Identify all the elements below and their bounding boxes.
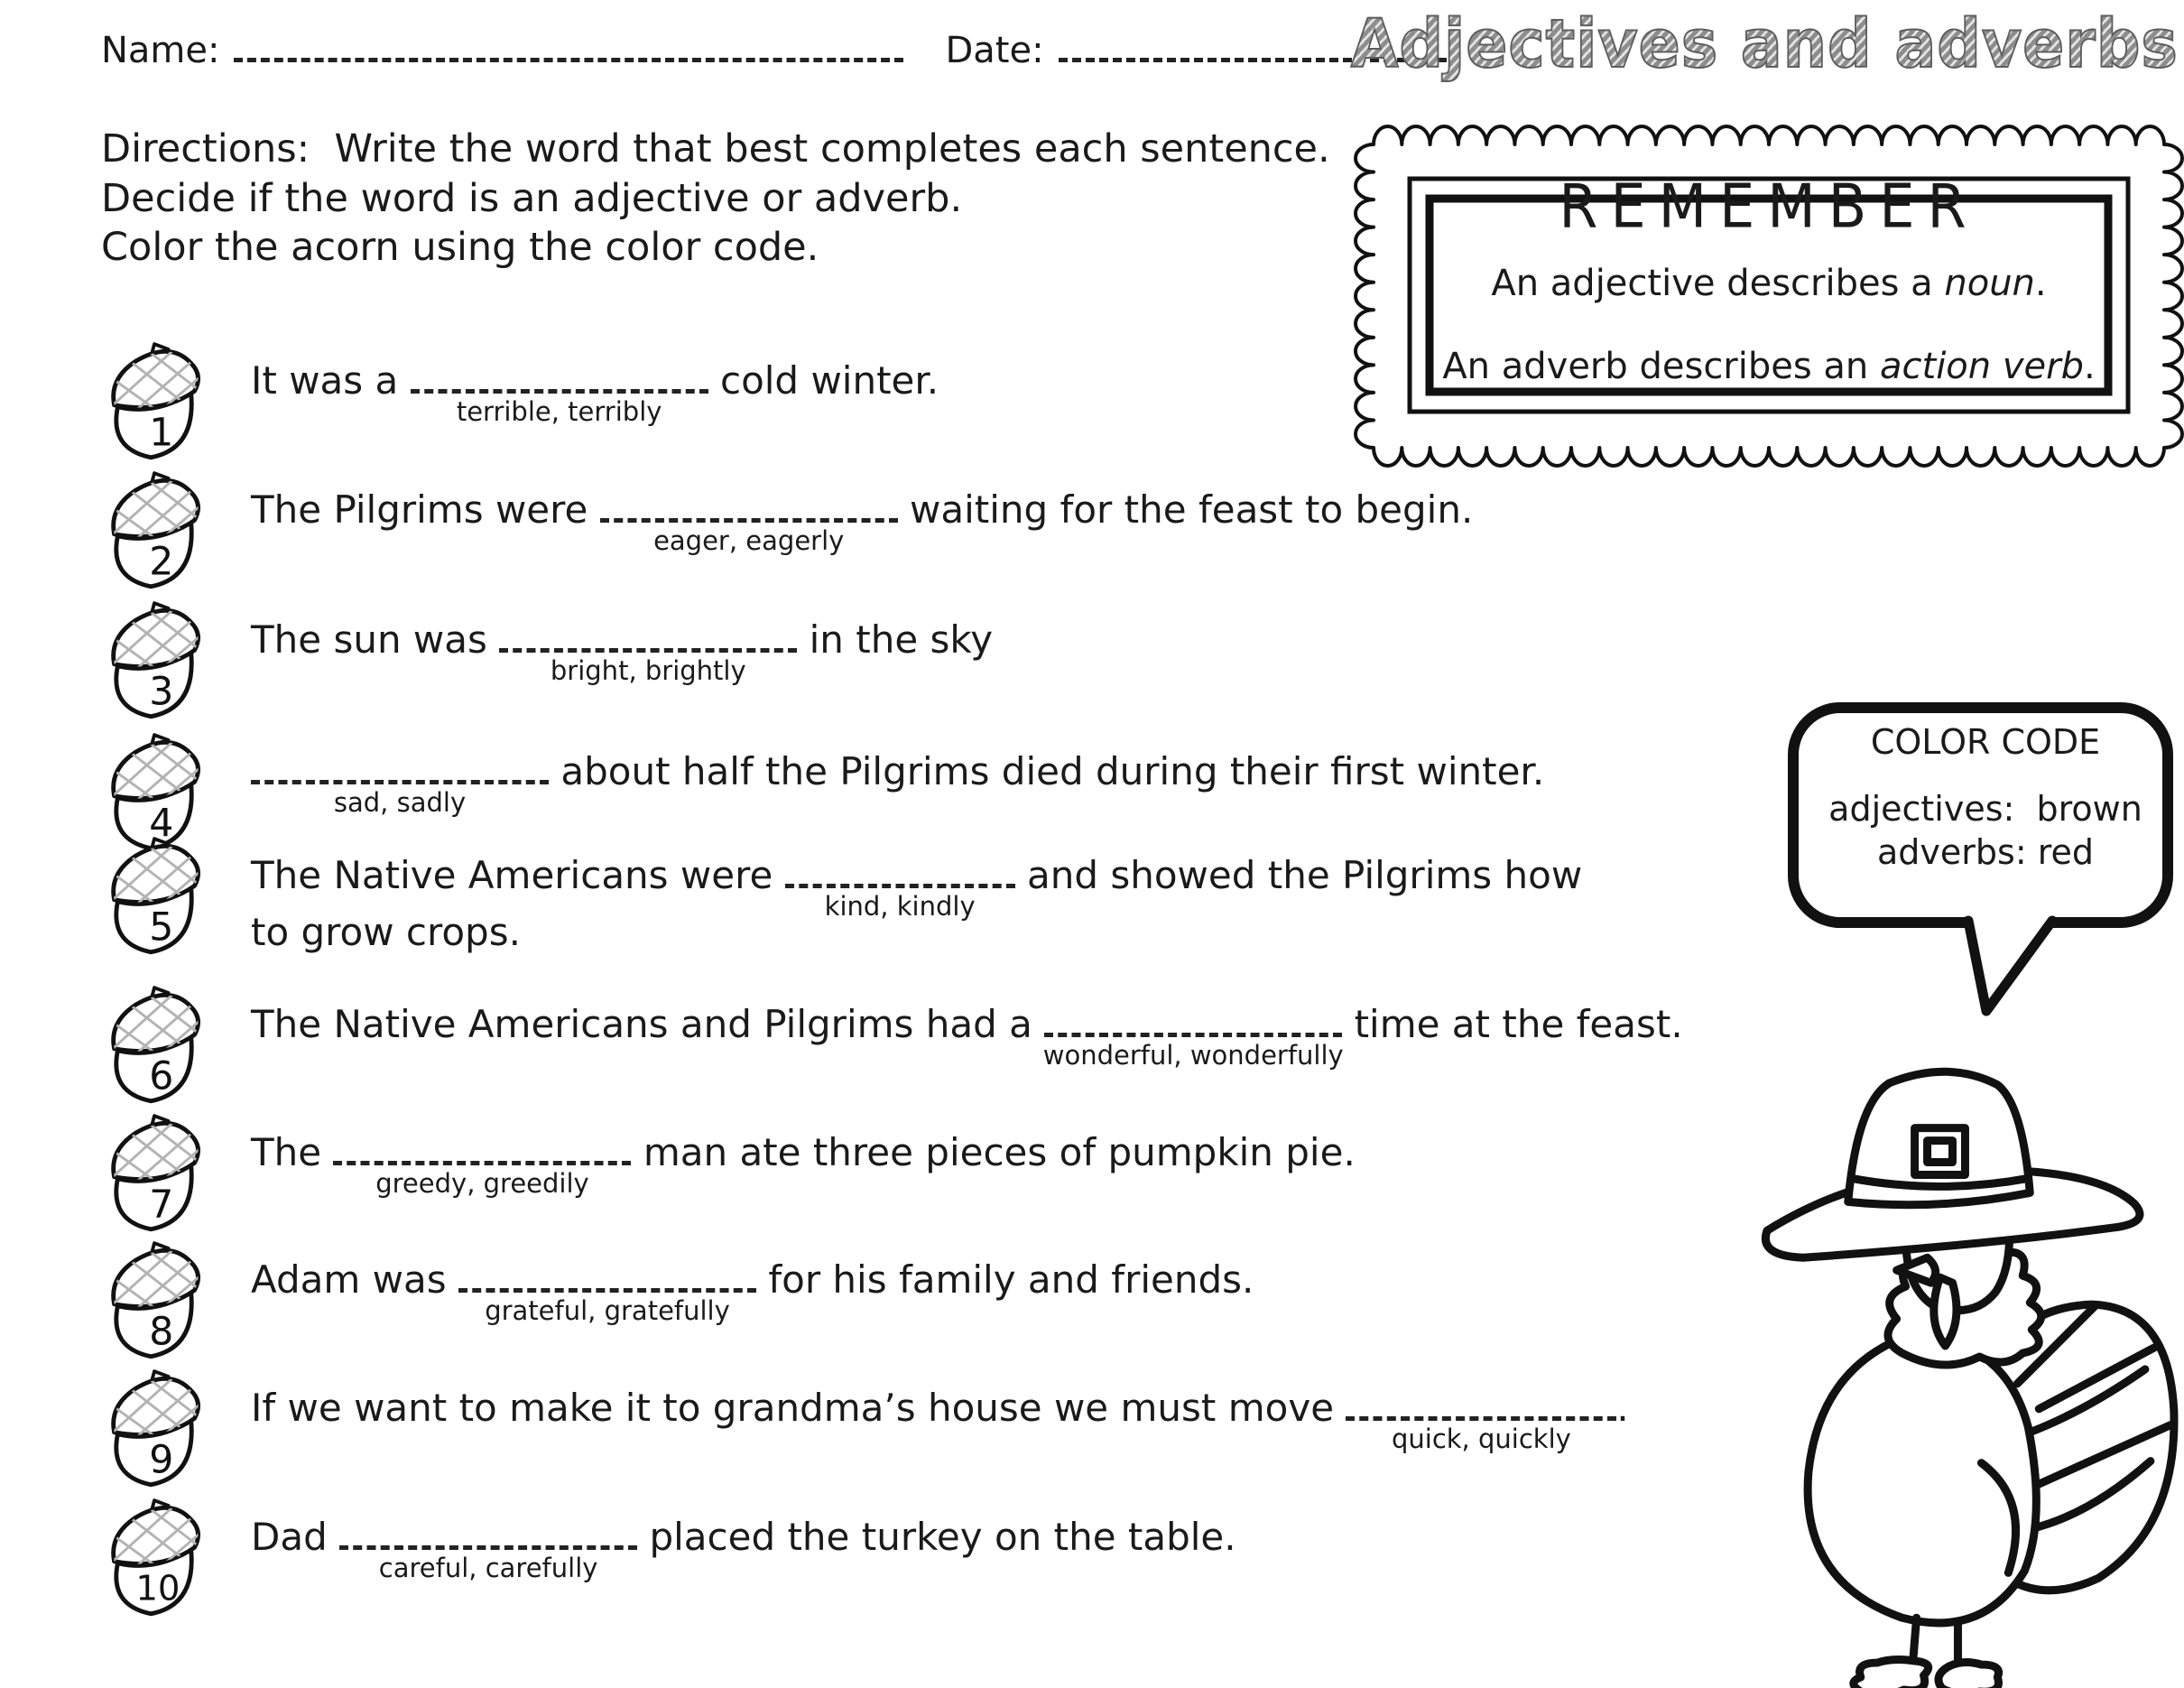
directions: [101, 125, 1330, 273]
answer-blank[interactable]: [251, 753, 549, 818]
color-code-title: COLOR CODE: [1870, 722, 2101, 762]
word-bank: eager, eagerly: [653, 525, 845, 556]
sentence-post: waiting for the feast to begin.: [897, 487, 1474, 532]
sentence: [251, 749, 1545, 818]
word-bank: kind, kindly: [824, 891, 976, 922]
sentence-post: .: [1616, 1386, 1629, 1430]
acorn-number: 8: [149, 1310, 174, 1355]
acorn-number: 3: [149, 670, 174, 715]
acorn-icon[interactable]: [104, 339, 208, 461]
sentence: [251, 1386, 1629, 1454]
answer-blank[interactable]: [339, 1518, 637, 1583]
sentence: [251, 853, 1582, 954]
answer-blank[interactable]: [600, 491, 898, 556]
remember-rule-adjective-text: An adjective describes a: [1491, 263, 1945, 304]
sentence-pre: It was a: [251, 358, 411, 403]
sentence-pre: Adam was: [251, 1257, 458, 1302]
word-bank: terrible, terribly: [456, 396, 662, 427]
date-label: Date:: [945, 30, 1044, 71]
word-bank: careful, carefully: [378, 1553, 598, 1583]
sentence-post: cold winter.: [708, 358, 939, 403]
remember-rule-adverb-period: .: [2083, 346, 2096, 387]
question-row-2: [104, 477, 2143, 621]
turkey-icon: [1710, 995, 2184, 1688]
sentence-pre: The: [251, 1130, 334, 1174]
sentence-post: placed the turkey on the table.: [637, 1515, 1236, 1559]
color-code-adjectives: adjectives: brown: [1828, 789, 2142, 829]
sentence: [251, 1002, 1683, 1071]
sentence-pre: The Native Americans and Pilgrims had a: [251, 1002, 1045, 1046]
acorn-number: 9: [149, 1438, 174, 1483]
word-bank: bright, brightly: [550, 655, 746, 686]
acorn-icon[interactable]: [104, 1238, 208, 1360]
acorn-number: 4: [149, 802, 174, 847]
word-bank: greedy, greedily: [375, 1168, 589, 1199]
directions-line-2: Decide if the word is an adjective or adverb.: [101, 175, 963, 221]
sentence-pre: The Native Americans were: [251, 853, 785, 897]
remember-rule-adverb-text: An adverb describes an: [1442, 346, 1880, 387]
sentence-post: man ate three pieces of pumpkin pie.: [631, 1130, 1356, 1174]
acorn-number: 10: [135, 1568, 180, 1609]
name-input-line[interactable]: [234, 27, 903, 62]
sentence-post: about half the Pilgrims died during their first winter.: [549, 749, 1545, 793]
acorn-icon[interactable]: [104, 982, 208, 1105]
remember-rule-adjective-period: .: [2034, 263, 2047, 304]
acorn-icon[interactable]: [104, 468, 208, 590]
acorn-number: 2: [149, 540, 174, 585]
answer-blank[interactable]: [785, 857, 1015, 922]
remember-rule-adjective: [1354, 263, 2184, 304]
sentence-post: and showed the Pilgrims how: [1014, 853, 1583, 897]
sentence-post: time at the feast.: [1342, 1002, 1683, 1046]
sentence: [251, 1257, 1254, 1326]
acorn-number: 1: [149, 411, 174, 456]
color-code-adverbs: adverbs: red: [1877, 832, 2094, 872]
name-label: Name:: [101, 30, 220, 71]
question-row-1: [104, 348, 2143, 492]
sentence-pre: The sun was: [251, 617, 500, 662]
acorn-icon[interactable]: [104, 598, 208, 720]
sentence: [251, 1515, 1236, 1583]
directions-line-1: Directions: Write the word that best completes each sentence.: [101, 126, 1330, 172]
word-bank: wonderful, wonderfully: [1042, 1040, 1344, 1071]
remember-rule-adverb-emphasis: action verb: [1880, 346, 2084, 387]
answer-blank[interactable]: [411, 362, 708, 427]
header: [101, 27, 1447, 71]
sentence-line2: to grow crops.: [251, 910, 521, 954]
answer-blank[interactable]: [1042, 1006, 1344, 1071]
acorn-icon[interactable]: [104, 833, 208, 956]
acorn-number: 5: [149, 905, 174, 951]
directions-line-3: Color the acorn using the color code.: [101, 225, 819, 271]
acorn-number: 6: [149, 1054, 174, 1099]
sentence: [251, 358, 939, 427]
acorn-icon[interactable]: [104, 1366, 208, 1489]
page-title: Adjectives and adverbs: [1350, 5, 2179, 83]
remember-rule-adjective-emphasis: noun: [1944, 263, 2035, 304]
sentence: [251, 617, 994, 686]
acorn-number: 7: [149, 1183, 174, 1228]
word-bank: quick, quickly: [1391, 1424, 1571, 1454]
sentence-pre: The Pilgrims were: [251, 487, 600, 532]
answer-blank[interactable]: [499, 621, 797, 686]
answer-blank[interactable]: [333, 1134, 631, 1199]
remember-title: REMEMBER: [1559, 171, 1979, 242]
sentence: [251, 1130, 1356, 1199]
sentence-post: for his family and friends.: [755, 1257, 1254, 1302]
word-bank: grateful, gratefully: [485, 1295, 730, 1326]
sentence-pre: If we want to make it to grandma’s house we must move: [251, 1386, 1346, 1430]
answer-blank[interactable]: [1346, 1389, 1616, 1454]
word-bank: sad, sadly: [333, 787, 467, 818]
answer-blank[interactable]: [458, 1261, 756, 1326]
sentence-post: in the sky: [797, 617, 994, 662]
sentence-pre: Dad: [251, 1515, 340, 1559]
sentence: [251, 487, 1474, 556]
acorn-icon[interactable]: [104, 1110, 208, 1233]
acorn-icon[interactable]: [104, 1495, 208, 1618]
